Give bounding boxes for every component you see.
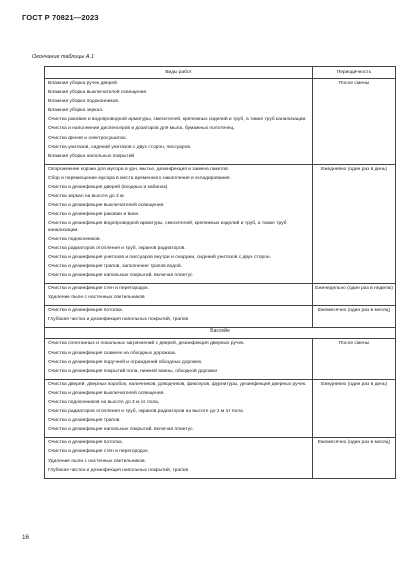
work-types-cell <box>45 379 313 438</box>
work-item: Очистка и дезинфекция выключателей освещения. <box>48 390 165 396</box>
work-item: Влажная уборка подоконников. <box>48 99 120 105</box>
work-item: Сбор и перемещение мусора в места временного накопления и складирования. <box>48 175 231 181</box>
work-item: Очистка фенов и электросушилок. <box>48 135 127 141</box>
table-continuation-label: Окончание таблицы А.1 <box>32 54 94 60</box>
table-row <box>45 164 396 283</box>
frequency-text: После смены <box>338 81 370 86</box>
frequency-cell <box>313 339 396 379</box>
header-frequency: Периодичность <box>313 67 396 79</box>
frequency-cell <box>313 79 396 165</box>
work-item: Глубокая чистка и дезинфекция напольных покрытий, трапов <box>48 467 189 473</box>
work-item: Очистка радиаторов отопления и труб, экранов радиаторов на высоте до 2 м от пола. <box>48 409 245 415</box>
work-item: Очистка и дезинфекция покрытий пола, нижней ванны, обходной дорожки <box>48 368 218 374</box>
work-item: Очистка и дезинфекция унитазов и писсуаров внутри и снаружи, сидений унитазов с двух сторон. <box>48 254 271 260</box>
work-item: Влажная уборка ручек дверей. <box>48 81 119 86</box>
frequency-text: После смены <box>338 341 370 347</box>
work-item: Удаление пыли с настенных светильников. <box>48 458 147 464</box>
frequency-text: Еженедельно (один раз в неделю) <box>315 286 393 292</box>
work-item: Очистка раковин и водопроводной арматуры, смесителей, крепежных изделий и труб, а также труб канализации. <box>48 117 307 123</box>
work-item: Очистка подоконников на высоте до 2 м от пола. <box>48 400 160 405</box>
work-item: Очистка подоконников. <box>48 236 101 242</box>
frequency-text: Ежемесячно (один раз в месяц) <box>317 440 391 446</box>
table-header-row <box>45 67 396 79</box>
work-types-cell <box>45 438 313 478</box>
work-item: Глубокая чистка и дезинфекция напольных покрытий, трапов <box>48 317 189 323</box>
work-types-cell <box>45 339 313 379</box>
page-number: 16 <box>22 534 30 541</box>
header-work-types: Виды работ <box>45 67 313 79</box>
work-item: Очистка и дезинфекция выключателей освещения. <box>48 203 165 209</box>
work-item: Влажная уборка выключателей освещения. <box>48 90 148 96</box>
work-item: Очистка дверей, дверных коробок, наличников, доводчиков, фиксеров, фурнитуры, дезинфекция дверных ручек. <box>48 381 307 387</box>
work-item: Очистка и дезинфекция потолка. <box>48 440 123 446</box>
work-item: Очистка и дезинфекция стен и перегородок. <box>48 286 149 292</box>
work-types-cell <box>45 79 313 165</box>
table-row <box>45 438 396 478</box>
work-item: Очистка зеркал на высоте до 2 м. <box>48 194 125 200</box>
work-item: Очистка и дезинфекция поручней и ограждений обходных дорожек. <box>48 359 203 365</box>
work-item: Очистка и наполнение диспенсеров и дозаторов для мыла, бумажных полотенец. <box>48 126 235 132</box>
work-item: Очистка и дезинфекция стен и перегородок. <box>48 449 149 455</box>
frequency-cell <box>313 438 396 478</box>
frequency-cell <box>313 164 396 283</box>
section-row <box>45 328 396 339</box>
frequency-cell <box>313 306 396 328</box>
cleaning-works-table <box>44 66 396 479</box>
work-item: Удаление пыли с настенных светильников <box>48 295 145 301</box>
work-types-cell <box>45 164 313 283</box>
work-item: Очистка унитазов, сидений унитазов с двух сторон, писсуаров. <box>48 144 192 150</box>
work-item: Очистка и дезинфекция дверей (входных и кабинок). <box>48 185 169 191</box>
work-item: Опорожнение корзин для мусора и урн, мытье, дезинфекция и замена пакетов. <box>48 166 230 172</box>
table-row <box>45 339 396 379</box>
work-item: Очистка и дезинфекция напольных покрытий, включая плинтус. <box>48 427 194 433</box>
standard-title: ГОСТ Р 70821—2023 <box>22 13 99 22</box>
work-item: Очистка и дезинфекция скамеек на обходных дорожках. <box>48 350 177 356</box>
work-item: Очистка и дезинфекция раковин и ванн. <box>48 212 140 218</box>
work-item: Очистка спонтанных и локальных загрязнений с дверей, дезинфекция дверных ручек. <box>48 341 245 347</box>
work-item: Очистка и дезинфекция водопроводной арматуры, смесителей, крепежных изделий и труб, а также труб канализации. <box>48 221 287 233</box>
frequency-text: Ежедневно (один раз в день) <box>320 166 388 172</box>
work-types-cell <box>45 306 313 328</box>
table-row <box>45 306 396 328</box>
table-row <box>45 284 396 306</box>
frequency-cell <box>313 284 396 306</box>
section-title-pool: Бассейн <box>45 328 396 339</box>
table-row <box>45 79 396 165</box>
frequency-text: Ежемесячно (один раз в месяц) <box>317 308 391 314</box>
work-item: Влажная уборка напольных покрытий <box>48 153 135 159</box>
work-item: Очистка радиаторов отопления и труб, экранов радиаторов. <box>48 245 186 251</box>
work-item: Очистка и дезинфекция трапов. <box>48 418 121 424</box>
work-item: Влажная уборка зеркал. <box>48 108 104 114</box>
frequency-cell <box>313 379 396 438</box>
work-item: Очистка и дезинфекция потолка. <box>48 308 123 314</box>
work-types-cell <box>45 284 313 306</box>
frequency-text: Ежедневно (один раз в день) <box>320 381 388 387</box>
work-item: Очистка и дезинфекция напольных покрытий, включая плинтус <box>48 272 193 278</box>
table-row <box>45 379 396 438</box>
work-item: Очистка и дезинфекция трапов, заполнение трапов водой. <box>48 263 182 269</box>
